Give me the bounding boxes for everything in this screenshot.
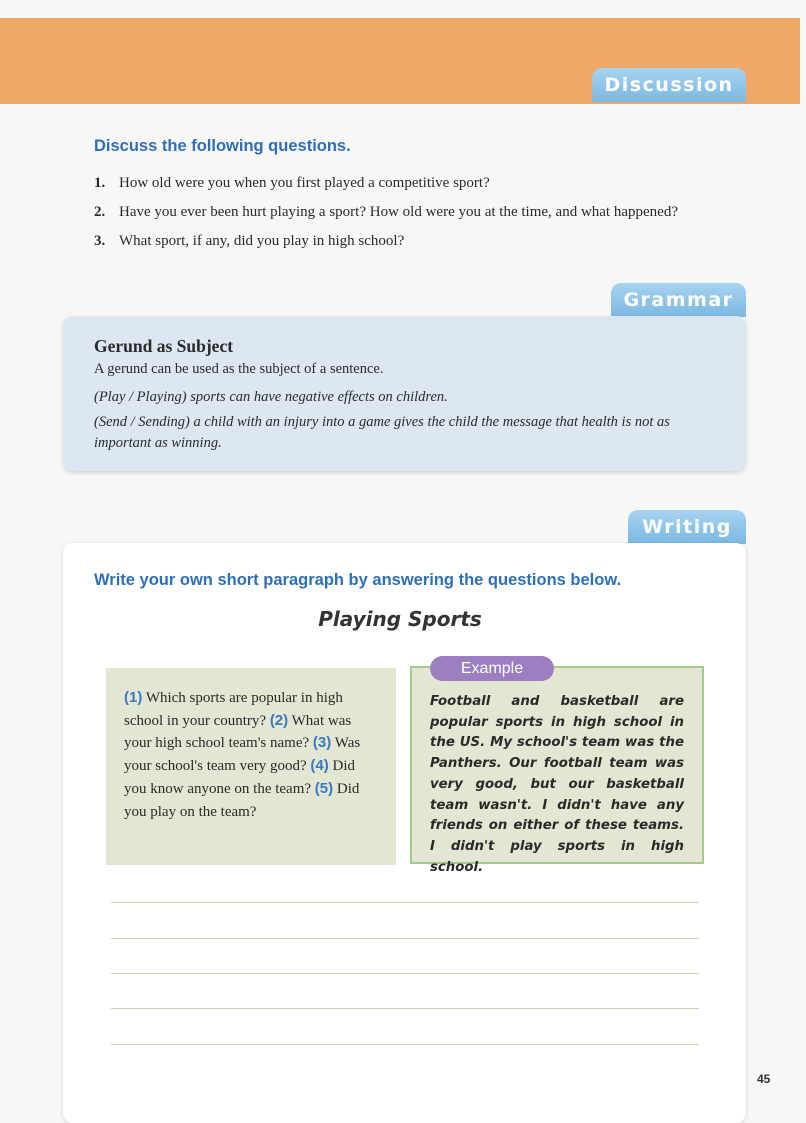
writing-tab: Writing xyxy=(628,510,746,544)
prompt-box xyxy=(106,668,396,865)
writing-heading: Write your own short paragraph by answering the questions below. xyxy=(94,571,622,589)
discussion-questions xyxy=(94,172,714,259)
writing-line[interactable] xyxy=(111,902,699,903)
prompt-number: (3) xyxy=(312,734,332,752)
prompt-number: (1) xyxy=(124,689,143,706)
example-label: Example xyxy=(430,656,554,681)
writing-line[interactable] xyxy=(111,938,699,939)
example-text: Football and basketball are popular sports in high school in the US. My school's team was the Panthers. Our football team was very good, but our basketball team wasn't. I didn't have any friends on either of these teams. I didn't play sports in high school. xyxy=(430,694,684,875)
prompt-text: Did you play on the team? xyxy=(124,780,360,820)
question-text: Have you ever been hurt playing a sport? How old were you at the time, and what happened? xyxy=(119,204,678,220)
question-item xyxy=(94,201,714,223)
prompt-text: Which sports are popular in high school in your country? xyxy=(124,690,343,729)
prompt-text: What was your high school team's name? xyxy=(124,712,352,752)
question-item xyxy=(94,172,714,194)
discussion-heading: Discuss the following questions. xyxy=(94,137,351,155)
writing-title: Playing Sports xyxy=(318,607,482,631)
prompt-text: Did you know anyone on the team? xyxy=(124,758,356,797)
question-text: How old were you when you first played a competitive sport? xyxy=(119,175,490,191)
discussion-tab: Discussion xyxy=(592,68,746,102)
question-number: 1. xyxy=(94,175,106,191)
prompt-text: Was your school's team very good? xyxy=(124,735,361,775)
grammar-example: (Play / Playing) sports can have negative effects on children. xyxy=(94,389,448,405)
question-number: 3. xyxy=(94,233,106,249)
grammar-box xyxy=(63,316,746,471)
page-number: 45 xyxy=(757,1072,771,1086)
grammar-example: (Send / Sending) a child with an injury into a game gives the child the message that health is not as important as winning. xyxy=(94,414,670,451)
question-text: What sport, if any, did you play in high school? xyxy=(119,233,405,249)
grammar-description: A gerund can be used as the subject of a sentence. xyxy=(94,361,384,377)
grammar-tab: Grammar xyxy=(611,283,746,317)
example-box xyxy=(410,666,704,875)
writing-line[interactable] xyxy=(111,1008,699,1009)
question-item xyxy=(94,230,714,252)
prompt-number: (2) xyxy=(269,711,289,729)
prompt-number: (5) xyxy=(314,779,334,797)
prompt-number: (4) xyxy=(310,757,329,775)
writing-line[interactable] xyxy=(111,973,699,974)
writing-line[interactable] xyxy=(111,1044,699,1045)
grammar-title: Gerund as Subject xyxy=(94,336,234,356)
question-number: 2. xyxy=(94,204,106,220)
